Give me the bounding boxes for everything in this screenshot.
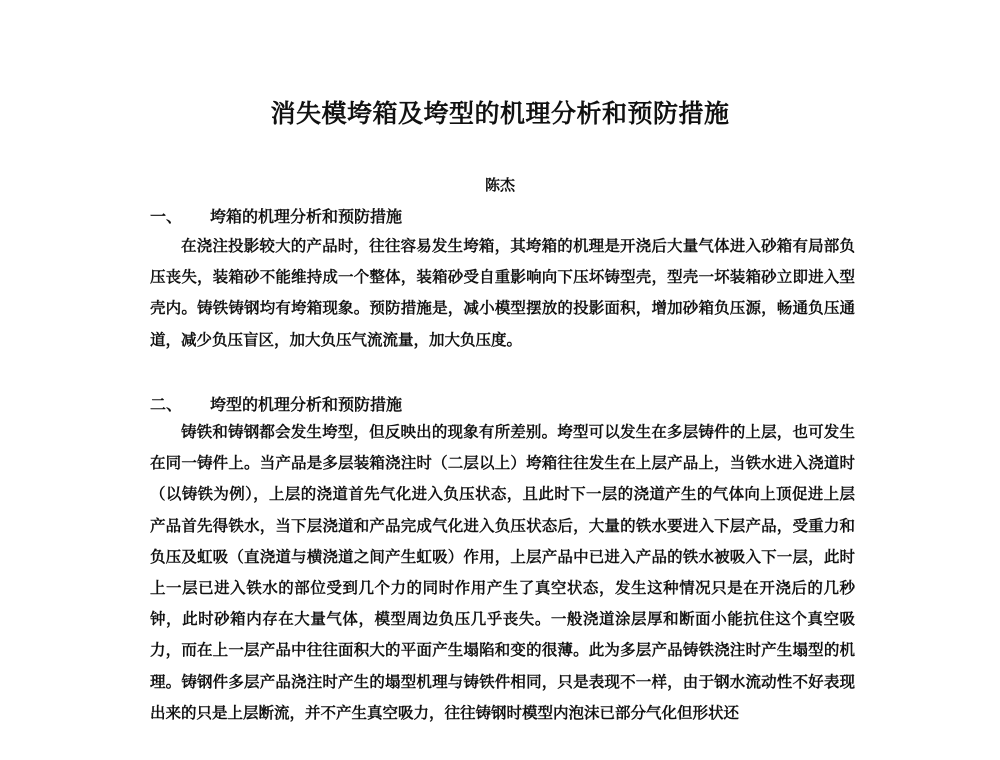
- page-title: 消失模垮箱及垮型的机理分析和预防措施: [270, 99, 730, 128]
- section-paragraph-2: 铸铁和铸钢都会发生垮型，但反映出的现象有所差别。垮型可以发生在多层铸件的上层，也可发生在同一铸件上。当产品是多层装箱浇注时（二层以上）垮箱往往发生在上层产品上，当铁水进入浇道时（以铸铁为例），上层的浇道首先气化进入负压状态，且此时下一层的浇道产生的气体向上顶促进上层产品首先得铁水，当下层浇道和产品完成气化进入负压状态后，大量的铁水要进入下层产品，受重力和负压及虹吸（直浇道与横浇道之间产生虹吸）作用，上层产品中已进入产品的铁水被吸入下一层，此时上一层已进入铁水的部位受到几个力的同时作用产生了真空状态，发生这种情况只是在开浇后的几秒钟，此时砂箱内存在大量气体，模型周边负压几乎丧失。一般浇道涂层厚和断面小能抗住这个真空吸力，而在上一层产品中往往面积大的平面产生塌陷和变的很薄。此为多层产品铸铁浇注时产生塌型的机理。铸钢件多层产品浇注时产生的塌型机理与铸铁件相同，只是表现不一样，由于钢水流动性不好表现出来的只是上层断流，并不产生真空吸力，往往铸钢时模型内泡沫已部分气化但形状还: [150, 422, 855, 722]
- section-title-2: 垮型的机理分析和预防措施: [210, 395, 403, 414]
- author-name: 陈杰: [484, 176, 515, 194]
- section-number-2: 二、: [150, 395, 183, 414]
- section-heading-1: [150, 204, 402, 227]
- section-heading-2: [150, 392, 402, 415]
- section-number-1: 一、: [150, 207, 183, 226]
- section-paragraph-1: 在浇注投影较大的产品时，往往容易发生垮箱，其垮箱的机理是开浇后大量气体进入砂箱有局部负压丧失，装箱砂不能维持成一个整体，装箱砂受自重影响向下压坏铸型壳，型壳一坏装箱砂立即进入型壳内。铸铁铸钢均有垮箱现象。预防措施是，减小模型摆放的投影面积，增加砂箱负压源，畅通负压通道，减少负压盲区，加大负压气流流量，加大负压度。: [150, 236, 855, 349]
- section-title-1: 垮箱的机理分析和预防措施: [210, 207, 403, 226]
